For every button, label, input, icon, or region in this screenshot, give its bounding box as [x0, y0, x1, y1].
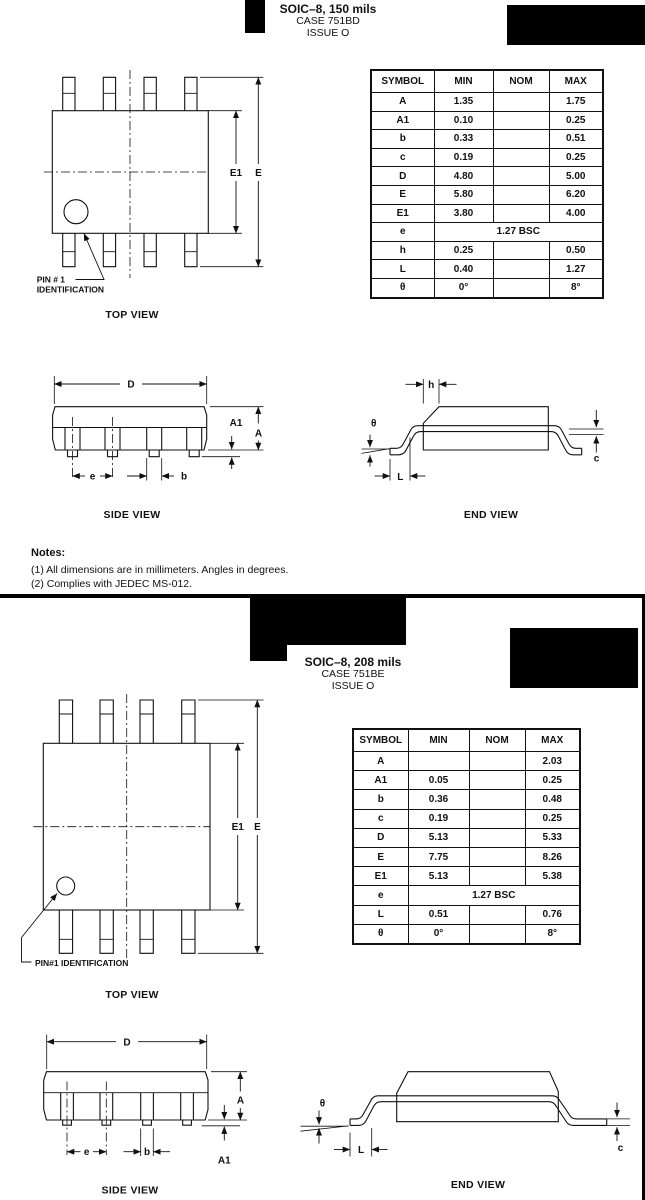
dimension-table: [352, 728, 581, 945]
case-number: CASE 751BD: [296, 15, 360, 27]
pin1-identifier-dot: [57, 877, 75, 895]
value-cell: [493, 111, 549, 130]
symbol-cell: D: [371, 167, 434, 186]
symbol-cell: L: [353, 905, 408, 924]
dim-label-e: e: [89, 471, 96, 483]
dim-label-theta: θ: [319, 1098, 326, 1110]
value-cell: 0.33: [434, 130, 493, 149]
dimension-annotations: [301, 1099, 631, 1157]
value-cell: 0.51: [408, 905, 469, 924]
value-cell: [469, 924, 525, 944]
value-cell: 8°: [525, 924, 580, 944]
table-row: [353, 790, 580, 809]
symbol-cell: A1: [371, 111, 434, 130]
value-cell: 0.51: [549, 130, 603, 149]
value-cell: 5.80: [434, 185, 493, 204]
value-cell: 8°: [549, 278, 603, 297]
value-cell: [493, 167, 549, 186]
value-cell: [469, 771, 525, 790]
value-cell: 1.27 BSC: [408, 886, 580, 905]
dim-label-E: E: [254, 822, 261, 833]
symbol-cell: A: [353, 752, 408, 771]
table-header-cell: SYMBOL: [371, 70, 434, 93]
value-cell: 7.75: [408, 847, 469, 866]
dimension-annotations: [22, 700, 264, 968]
notes-block: [31, 547, 288, 591]
value-cell: 0.19: [434, 148, 493, 167]
top-view-caption: TOP VIEW: [105, 989, 159, 1001]
value-cell: [493, 93, 549, 112]
package-title-block: [223, 3, 433, 39]
symbol-cell: L: [371, 260, 434, 279]
dim-label-c: c: [593, 453, 600, 465]
dim-label-D: D: [123, 1037, 131, 1049]
notes-heading: Notes:: [31, 547, 66, 559]
package-body: [44, 70, 208, 278]
pin1-label-line2: IDENTIFICATION: [36, 284, 105, 295]
table-row: [353, 771, 580, 790]
dimension-annotations: [362, 379, 604, 483]
dim-label-e: e: [83, 1147, 90, 1159]
end-view-caption: END VIEW: [463, 509, 519, 521]
package-body: [53, 407, 207, 479]
table-header-row: [353, 729, 580, 752]
dimension-annotations: [54, 376, 263, 483]
value-cell: [493, 185, 549, 204]
value-cell: 4.00: [549, 204, 603, 223]
value-cell: [469, 790, 525, 809]
dim-label-A: A: [254, 428, 263, 440]
value-cell: 6.20: [549, 185, 603, 204]
symbol-cell: A1: [353, 771, 408, 790]
package-body: [44, 1072, 208, 1155]
dimension-table: [370, 69, 604, 299]
dim-label-b: b: [143, 1147, 151, 1159]
table-header-cell: NOM: [469, 729, 525, 752]
value-cell: [493, 204, 549, 223]
symbol-cell: θ: [353, 924, 408, 944]
value-cell: 0.50: [549, 241, 603, 260]
value-cell: [408, 752, 469, 771]
symbol-cell: e: [353, 886, 408, 905]
symbol-cell: b: [353, 790, 408, 809]
value-cell: [469, 752, 525, 771]
side-view-drawing: [20, 1030, 300, 1200]
redaction-box: [250, 597, 406, 645]
table-row: [353, 905, 580, 924]
value-cell: 4.80: [434, 167, 493, 186]
table-header-cell: MIN: [434, 70, 493, 93]
value-cell: 1.75: [549, 93, 603, 112]
value-cell: [493, 130, 549, 149]
table-header-cell: MAX: [549, 70, 603, 93]
redaction-box: [507, 5, 645, 45]
dim-label-A1: A1: [229, 418, 243, 429]
value-cell: 5.13: [408, 867, 469, 886]
value-cell: [469, 809, 525, 828]
table-row: [371, 223, 603, 242]
table-row: [353, 752, 580, 771]
value-cell: [493, 278, 549, 297]
table-row: [353, 809, 580, 828]
note-item: (2) Complies with JEDEC MS-012.: [31, 577, 193, 590]
value-cell: 0°: [434, 278, 493, 297]
value-cell: 0.25: [549, 148, 603, 167]
table-row: [371, 148, 603, 167]
dim-label-b: b: [180, 471, 188, 483]
table-row: [371, 260, 603, 279]
value-cell: 0.48: [525, 790, 580, 809]
top-view-caption: TOP VIEW: [105, 309, 159, 321]
end-view-drawing: [300, 1030, 645, 1200]
symbol-cell: E: [353, 847, 408, 866]
dim-label-h: h: [428, 379, 435, 391]
redaction-box: [510, 628, 638, 688]
value-cell: 1.35: [434, 93, 493, 112]
dim-label-c: c: [617, 1143, 624, 1154]
value-cell: [493, 148, 549, 167]
value-cell: [469, 867, 525, 886]
value-cell: 1.27 BSC: [434, 223, 603, 242]
table-row: [371, 278, 603, 297]
table-header-cell: SYMBOL: [353, 729, 408, 752]
table-row: [371, 204, 603, 223]
symbol-cell: A: [371, 93, 434, 112]
end-view-drawing: [360, 360, 645, 530]
table-row: [371, 130, 603, 149]
table-row: [353, 828, 580, 847]
dim-label-L: L: [397, 471, 404, 483]
value-cell: 5.38: [525, 867, 580, 886]
note-item: (1) All dimensions are in millimeters. Angles in degrees.: [31, 564, 289, 576]
value-cell: [493, 260, 549, 279]
value-cell: 0°: [408, 924, 469, 944]
value-cell: 0.36: [408, 790, 469, 809]
package-body: [33, 694, 210, 960]
top-view-drawing: [20, 690, 350, 1020]
dim-label-A1: A1: [217, 1155, 231, 1167]
dim-label-L: L: [357, 1145, 365, 1156]
value-cell: 0.10: [434, 111, 493, 130]
symbol-cell: b: [371, 130, 434, 149]
top-view-drawing: [20, 60, 350, 340]
table-row: [353, 867, 580, 886]
value-cell: 0.19: [408, 809, 469, 828]
symbol-cell: c: [353, 809, 408, 828]
pin1-label-line1: PIN # 1: [36, 274, 66, 285]
issue-label: ISSUE O: [306, 26, 350, 39]
symbol-cell: c: [371, 148, 434, 167]
table-header-cell: NOM: [493, 70, 549, 93]
value-cell: 5.00: [549, 167, 603, 186]
end-view-caption: END VIEW: [450, 1179, 506, 1191]
dimension-annotations: [47, 1035, 247, 1167]
value-cell: 0.40: [434, 260, 493, 279]
pin1-label: PIN#1 IDENTIFICATION: [35, 958, 129, 968]
package-title: SOIC–8, 150 mils: [279, 2, 377, 16]
table-row: [371, 111, 603, 130]
dim-label-theta: θ: [370, 418, 377, 430]
case-number: CASE 751BE: [321, 668, 385, 680]
value-cell: 5.13: [408, 828, 469, 847]
value-cell: 2.03: [525, 752, 580, 771]
side-view-drawing: [20, 360, 300, 530]
table-row: [371, 185, 603, 204]
issue-label: ISSUE O: [331, 679, 375, 692]
value-cell: 5.33: [525, 828, 580, 847]
value-cell: [493, 241, 549, 260]
table-header-row: [371, 70, 603, 93]
value-cell: [469, 828, 525, 847]
value-cell: 3.80: [434, 204, 493, 223]
table-row: [371, 241, 603, 260]
table-row: [371, 93, 603, 112]
dim-label-D: D: [127, 379, 135, 391]
symbol-cell: E1: [371, 204, 434, 223]
table-row: [353, 847, 580, 866]
symbol-cell: h: [371, 241, 434, 260]
value-cell: 0.25: [525, 771, 580, 790]
dim-label-E1: E1: [231, 822, 244, 833]
value-cell: 1.27: [549, 260, 603, 279]
symbol-cell: E: [371, 185, 434, 204]
symbol-cell: θ: [371, 278, 434, 297]
value-cell: 8.26: [525, 847, 580, 866]
symbol-cell: e: [371, 223, 434, 242]
table-row: [353, 886, 580, 905]
table-row: [353, 924, 580, 944]
value-cell: 0.76: [525, 905, 580, 924]
pin1-identifier-dot: [64, 200, 88, 224]
value-cell: [469, 847, 525, 866]
value-cell: 0.25: [525, 809, 580, 828]
dimension-annotations: [37, 77, 264, 294]
symbol-cell: E1: [353, 867, 408, 886]
table-header-cell: MIN: [408, 729, 469, 752]
dim-label-A: A: [236, 1095, 245, 1107]
value-cell: [469, 905, 525, 924]
value-cell: 0.05: [408, 771, 469, 790]
side-view-caption: SIDE VIEW: [103, 509, 161, 521]
dim-label-E: E: [255, 168, 262, 179]
table-row: [371, 167, 603, 186]
value-cell: 0.25: [434, 241, 493, 260]
side-view-caption: SIDE VIEW: [101, 1184, 159, 1197]
symbol-cell: D: [353, 828, 408, 847]
package-title: SOIC–8, 208 mils: [304, 655, 402, 669]
package-title-block: [248, 656, 458, 692]
package-body: [390, 407, 582, 455]
package-body: [350, 1072, 607, 1126]
table-header-cell: MAX: [525, 729, 580, 752]
dim-label-E1: E1: [229, 168, 243, 179]
value-cell: 0.25: [549, 111, 603, 130]
